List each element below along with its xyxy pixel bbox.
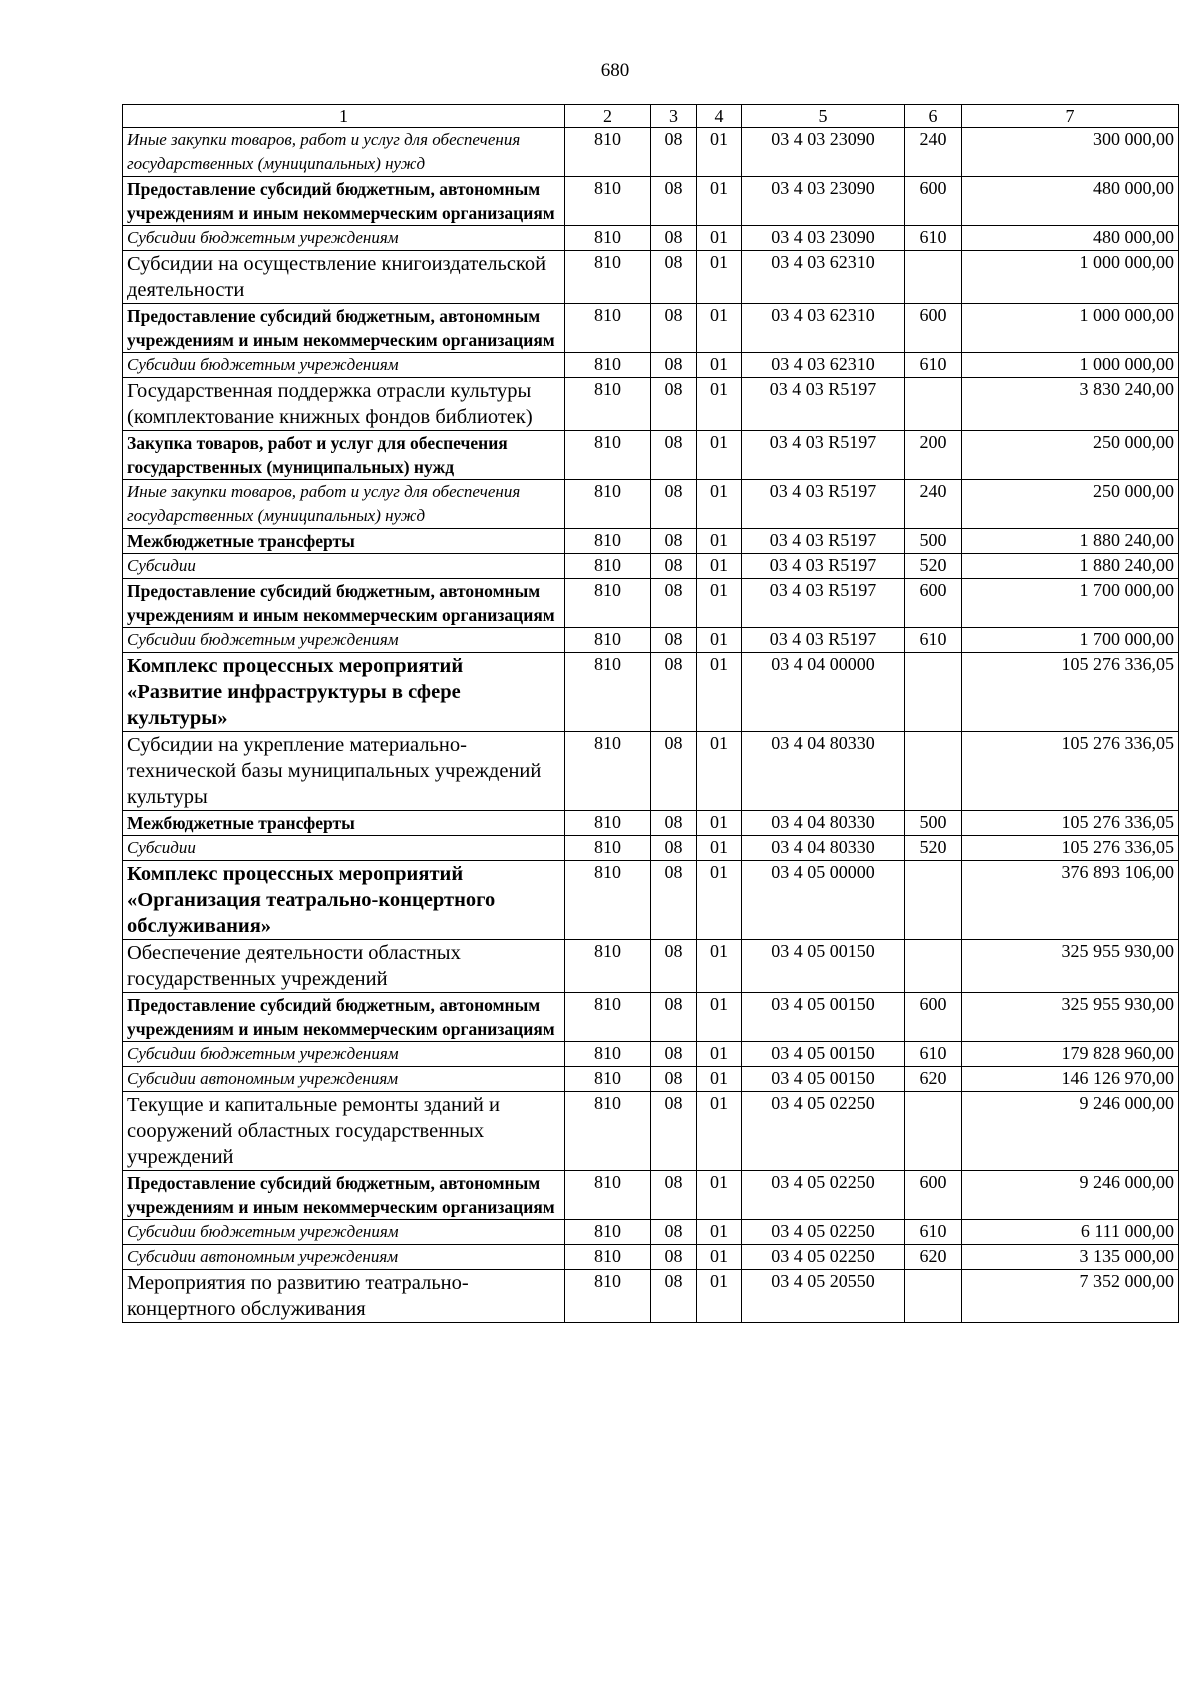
row-code-expense-type: 200 — [905, 431, 962, 480]
row-code-subsection: 01 — [697, 1220, 742, 1245]
row-amount: 1 700 000,00 — [962, 628, 1179, 653]
table-row — [123, 251, 1179, 304]
row-name: Субсидии бюджетным учреждениям — [123, 353, 565, 378]
row-code-admin: 810 — [565, 732, 651, 811]
table-row — [123, 554, 1179, 579]
row-code-section: 08 — [651, 628, 697, 653]
row-code-subsection: 01 — [697, 304, 742, 353]
row-amount: 9 246 000,00 — [962, 1171, 1179, 1220]
row-code-subsection: 01 — [697, 128, 742, 177]
row-amount: 325 955 930,00 — [962, 993, 1179, 1042]
row-code-subsection: 01 — [697, 226, 742, 251]
row-name: Предоставление субсидий бюджетным, автономным учреждениям и иным некоммерческим организациям — [123, 304, 565, 353]
table-row — [123, 1245, 1179, 1270]
row-name: Предоставление субсидий бюджетным, автономным учреждениям и иным некоммерческим организациям — [123, 1171, 565, 1220]
row-code-section: 08 — [651, 861, 697, 940]
row-amount: 1 000 000,00 — [962, 353, 1179, 378]
table-row — [123, 431, 1179, 480]
table-body — [123, 128, 1179, 1323]
row-code-admin: 810 — [565, 653, 651, 732]
row-name: Субсидии — [123, 836, 565, 861]
row-code-section: 08 — [651, 1220, 697, 1245]
row-code-section: 08 — [651, 1067, 697, 1092]
row-amount: 146 126 970,00 — [962, 1067, 1179, 1092]
table-row — [123, 378, 1179, 431]
row-name: Межбюджетные трансферты — [123, 811, 565, 836]
header-col-6: 6 — [905, 105, 962, 128]
page-number: 680 — [600, 60, 630, 81]
row-code-section: 08 — [651, 251, 697, 304]
row-code-expense-type: 610 — [905, 1220, 962, 1245]
row-code-subsection: 01 — [697, 177, 742, 226]
row-code-target: 03 4 03 R5197 — [742, 431, 905, 480]
table-row — [123, 861, 1179, 940]
row-name: Государственная поддержка отрасли культуры (комплектование книжных фондов библиотек) — [123, 378, 565, 431]
row-code-target: 03 4 05 00150 — [742, 993, 905, 1042]
table-row — [123, 579, 1179, 628]
row-code-subsection: 01 — [697, 1270, 742, 1323]
row-code-section: 08 — [651, 579, 697, 628]
row-code-admin: 810 — [565, 378, 651, 431]
row-name: Закупка товаров, работ и услуг для обеспечения государственных (муниципальных) нужд — [123, 431, 565, 480]
row-code-expense-type: 610 — [905, 226, 962, 251]
row-code-section: 08 — [651, 177, 697, 226]
row-name: Предоставление субсидий бюджетным, автономным учреждениям и иным некоммерческим организациям — [123, 993, 565, 1042]
row-code-section: 08 — [651, 529, 697, 554]
row-code-section: 08 — [651, 811, 697, 836]
row-amount: 1 000 000,00 — [962, 304, 1179, 353]
row-amount: 325 955 930,00 — [962, 940, 1179, 993]
table-row — [123, 628, 1179, 653]
row-code-expense-type: 240 — [905, 128, 962, 177]
row-name: Мероприятия по развитию театрально-концертного обслуживания — [123, 1270, 565, 1323]
row-amount: 105 276 336,05 — [962, 732, 1179, 811]
table-row — [123, 353, 1179, 378]
row-amount: 105 276 336,05 — [962, 836, 1179, 861]
table-row — [123, 1220, 1179, 1245]
row-name: Субсидии на осуществление книгоиздательской деятельности — [123, 251, 565, 304]
row-code-section: 08 — [651, 431, 697, 480]
row-code-admin: 810 — [565, 1067, 651, 1092]
row-amount: 250 000,00 — [962, 431, 1179, 480]
table-row — [123, 1092, 1179, 1171]
row-name: Предоставление субсидий бюджетным, автономным учреждениям и иным некоммерческим организациям — [123, 579, 565, 628]
table-row — [123, 480, 1179, 529]
row-code-target: 03 4 05 02250 — [742, 1220, 905, 1245]
row-code-subsection: 01 — [697, 628, 742, 653]
table-row — [123, 940, 1179, 993]
row-amount: 376 893 106,00 — [962, 861, 1179, 940]
row-code-admin: 810 — [565, 251, 651, 304]
table-row — [123, 529, 1179, 554]
row-code-subsection: 01 — [697, 480, 742, 529]
row-code-target: 03 4 05 02250 — [742, 1171, 905, 1220]
row-code-subsection: 01 — [697, 353, 742, 378]
row-code-target: 03 4 05 02250 — [742, 1245, 905, 1270]
row-code-expense-type — [905, 251, 962, 304]
table-row — [123, 1067, 1179, 1092]
row-code-target: 03 4 04 80330 — [742, 732, 905, 811]
row-name: Субсидии на укрепление материально-технической базы муниципальных учреждений культуры — [123, 732, 565, 811]
row-code-admin: 810 — [565, 940, 651, 993]
row-code-section: 08 — [651, 1245, 697, 1270]
row-code-expense-type — [905, 940, 962, 993]
row-code-admin: 810 — [565, 554, 651, 579]
row-code-expense-type: 610 — [905, 353, 962, 378]
row-code-admin: 810 — [565, 628, 651, 653]
row-code-admin: 810 — [565, 861, 651, 940]
row-amount: 9 246 000,00 — [962, 1092, 1179, 1171]
row-name: Иные закупки товаров, работ и услуг для обеспечения государственных (муниципальных) нужд — [123, 128, 565, 177]
row-code-subsection: 01 — [697, 554, 742, 579]
row-code-expense-type: 620 — [905, 1067, 962, 1092]
row-code-admin: 810 — [565, 304, 651, 353]
header-col-2: 2 — [565, 105, 651, 128]
row-code-admin: 810 — [565, 177, 651, 226]
row-code-target: 03 4 04 80330 — [742, 836, 905, 861]
row-code-section: 08 — [651, 353, 697, 378]
row-code-section: 08 — [651, 128, 697, 177]
row-code-admin: 810 — [565, 128, 651, 177]
row-name: Субсидии бюджетным учреждениям — [123, 628, 565, 653]
row-name: Субсидии бюджетным учреждениям — [123, 1220, 565, 1245]
header-col-7: 7 — [962, 105, 1179, 128]
row-code-target: 03 4 05 00150 — [742, 940, 905, 993]
row-code-expense-type: 600 — [905, 177, 962, 226]
row-code-expense-type: 600 — [905, 993, 962, 1042]
row-amount: 105 276 336,05 — [962, 811, 1179, 836]
row-name: Текущие и капитальные ремонты зданий и сооружений областных государственных учреждений — [123, 1092, 565, 1171]
row-code-expense-type — [905, 1092, 962, 1171]
row-name: Межбюджетные трансферты — [123, 529, 565, 554]
row-code-subsection: 01 — [697, 431, 742, 480]
row-code-admin: 810 — [565, 431, 651, 480]
row-amount: 1 880 240,00 — [962, 554, 1179, 579]
header-row — [123, 105, 1179, 128]
row-code-target: 03 4 05 20550 — [742, 1270, 905, 1323]
row-code-expense-type: 500 — [905, 529, 962, 554]
row-name: Субсидии бюджетным учреждениям — [123, 1042, 565, 1067]
row-code-subsection: 01 — [697, 1092, 742, 1171]
row-name: Комплекс процессных мероприятий «Организация театрально-концертного обслуживания» — [123, 861, 565, 940]
budget-table — [122, 104, 1179, 1323]
row-code-expense-type: 610 — [905, 1042, 962, 1067]
table-row — [123, 304, 1179, 353]
row-code-subsection: 01 — [697, 378, 742, 431]
row-code-expense-type: 600 — [905, 304, 962, 353]
row-code-target: 03 4 03 62310 — [742, 353, 905, 378]
row-code-expense-type — [905, 1270, 962, 1323]
row-amount: 105 276 336,05 — [962, 653, 1179, 732]
row-code-admin: 810 — [565, 529, 651, 554]
table-row — [123, 732, 1179, 811]
header-col-4: 4 — [697, 105, 742, 128]
header-col-1: 1 — [123, 105, 565, 128]
row-code-target: 03 4 03 R5197 — [742, 628, 905, 653]
row-name: Комплекс процессных мероприятий «Развитие инфраструктуры в сфере культуры» — [123, 653, 565, 732]
row-code-target: 03 4 04 80330 — [742, 811, 905, 836]
row-code-section: 08 — [651, 1092, 697, 1171]
row-code-subsection: 01 — [697, 940, 742, 993]
row-code-target: 03 4 05 00000 — [742, 861, 905, 940]
row-code-target: 03 4 03 62310 — [742, 251, 905, 304]
row-code-admin: 810 — [565, 226, 651, 251]
row-code-expense-type: 610 — [905, 628, 962, 653]
row-code-section: 08 — [651, 653, 697, 732]
row-amount: 1 880 240,00 — [962, 529, 1179, 554]
row-code-target: 03 4 05 00150 — [742, 1042, 905, 1067]
row-code-admin: 810 — [565, 1245, 651, 1270]
row-code-admin: 810 — [565, 480, 651, 529]
table-row — [123, 1270, 1179, 1323]
row-code-admin: 810 — [565, 1092, 651, 1171]
row-code-section: 08 — [651, 304, 697, 353]
row-amount: 1 700 000,00 — [962, 579, 1179, 628]
row-code-subsection: 01 — [697, 1171, 742, 1220]
table-row — [123, 1042, 1179, 1067]
row-code-expense-type: 520 — [905, 836, 962, 861]
row-code-section: 08 — [651, 732, 697, 811]
row-code-target: 03 4 03 23090 — [742, 177, 905, 226]
row-code-section: 08 — [651, 1270, 697, 1323]
row-code-subsection: 01 — [697, 811, 742, 836]
row-name: Иные закупки товаров, работ и услуг для обеспечения государственных (муниципальных) нужд — [123, 480, 565, 529]
row-code-subsection: 01 — [697, 993, 742, 1042]
row-code-section: 08 — [651, 1171, 697, 1220]
row-code-subsection: 01 — [697, 1042, 742, 1067]
row-code-target: 03 4 05 00150 — [742, 1067, 905, 1092]
row-code-section: 08 — [651, 836, 697, 861]
row-amount: 7 352 000,00 — [962, 1270, 1179, 1323]
row-code-target: 03 4 03 23090 — [742, 128, 905, 177]
row-amount: 250 000,00 — [962, 480, 1179, 529]
row-code-expense-type — [905, 861, 962, 940]
row-code-subsection: 01 — [697, 836, 742, 861]
table-row — [123, 993, 1179, 1042]
row-code-admin: 810 — [565, 1270, 651, 1323]
row-code-expense-type — [905, 378, 962, 431]
row-code-admin: 810 — [565, 1042, 651, 1067]
row-amount: 300 000,00 — [962, 128, 1179, 177]
row-code-target: 03 4 03 62310 — [742, 304, 905, 353]
row-code-subsection: 01 — [697, 529, 742, 554]
row-code-admin: 810 — [565, 1171, 651, 1220]
row-code-subsection: 01 — [697, 732, 742, 811]
row-name: Обеспечение деятельности областных государственных учреждений — [123, 940, 565, 993]
row-code-target: 03 4 03 R5197 — [742, 579, 905, 628]
row-code-target: 03 4 03 R5197 — [742, 554, 905, 579]
row-amount: 480 000,00 — [962, 226, 1179, 251]
row-code-section: 08 — [651, 554, 697, 579]
row-code-subsection: 01 — [697, 861, 742, 940]
row-code-admin: 810 — [565, 836, 651, 861]
table-row — [123, 811, 1179, 836]
row-name: Субсидии автономным учреждениям — [123, 1067, 565, 1092]
row-name: Субсидии — [123, 554, 565, 579]
row-name: Предоставление субсидий бюджетным, автономным учреждениям и иным некоммерческим организациям — [123, 177, 565, 226]
row-code-expense-type: 520 — [905, 554, 962, 579]
row-code-admin: 810 — [565, 579, 651, 628]
row-code-target: 03 4 03 R5197 — [742, 529, 905, 554]
table-row — [123, 653, 1179, 732]
row-code-admin: 810 — [565, 1220, 651, 1245]
row-code-target: 03 4 03 23090 — [742, 226, 905, 251]
row-code-admin: 810 — [565, 993, 651, 1042]
row-code-expense-type: 620 — [905, 1245, 962, 1270]
row-code-target: 03 4 03 R5197 — [742, 480, 905, 529]
header-col-3: 3 — [651, 105, 697, 128]
row-code-expense-type: 500 — [905, 811, 962, 836]
row-name: Субсидии автономным учреждениям — [123, 1245, 565, 1270]
row-amount: 1 000 000,00 — [962, 251, 1179, 304]
row-code-target: 03 4 03 R5197 — [742, 378, 905, 431]
row-code-section: 08 — [651, 480, 697, 529]
table-row — [123, 1171, 1179, 1220]
row-amount: 480 000,00 — [962, 177, 1179, 226]
row-code-expense-type — [905, 653, 962, 732]
row-code-expense-type: 600 — [905, 1171, 962, 1220]
row-code-expense-type: 600 — [905, 579, 962, 628]
row-code-section: 08 — [651, 226, 697, 251]
row-code-target: 03 4 04 00000 — [742, 653, 905, 732]
row-code-admin: 810 — [565, 811, 651, 836]
table-row — [123, 836, 1179, 861]
row-amount: 179 828 960,00 — [962, 1042, 1179, 1067]
row-code-expense-type — [905, 732, 962, 811]
row-code-section: 08 — [651, 940, 697, 993]
table-row — [123, 128, 1179, 177]
row-code-subsection: 01 — [697, 1245, 742, 1270]
row-amount: 3 830 240,00 — [962, 378, 1179, 431]
row-name: Субсидии бюджетным учреждениям — [123, 226, 565, 251]
row-code-subsection: 01 — [697, 251, 742, 304]
row-code-admin: 810 — [565, 353, 651, 378]
row-code-subsection: 01 — [697, 653, 742, 732]
header-col-5: 5 — [742, 105, 905, 128]
row-amount: 3 135 000,00 — [962, 1245, 1179, 1270]
table-row — [123, 177, 1179, 226]
row-code-section: 08 — [651, 993, 697, 1042]
row-code-section: 08 — [651, 1042, 697, 1067]
table-row — [123, 226, 1179, 251]
row-code-section: 08 — [651, 378, 697, 431]
row-amount: 6 111 000,00 — [962, 1220, 1179, 1245]
row-code-target: 03 4 05 02250 — [742, 1092, 905, 1171]
row-code-expense-type: 240 — [905, 480, 962, 529]
row-code-subsection: 01 — [697, 579, 742, 628]
row-code-subsection: 01 — [697, 1067, 742, 1092]
